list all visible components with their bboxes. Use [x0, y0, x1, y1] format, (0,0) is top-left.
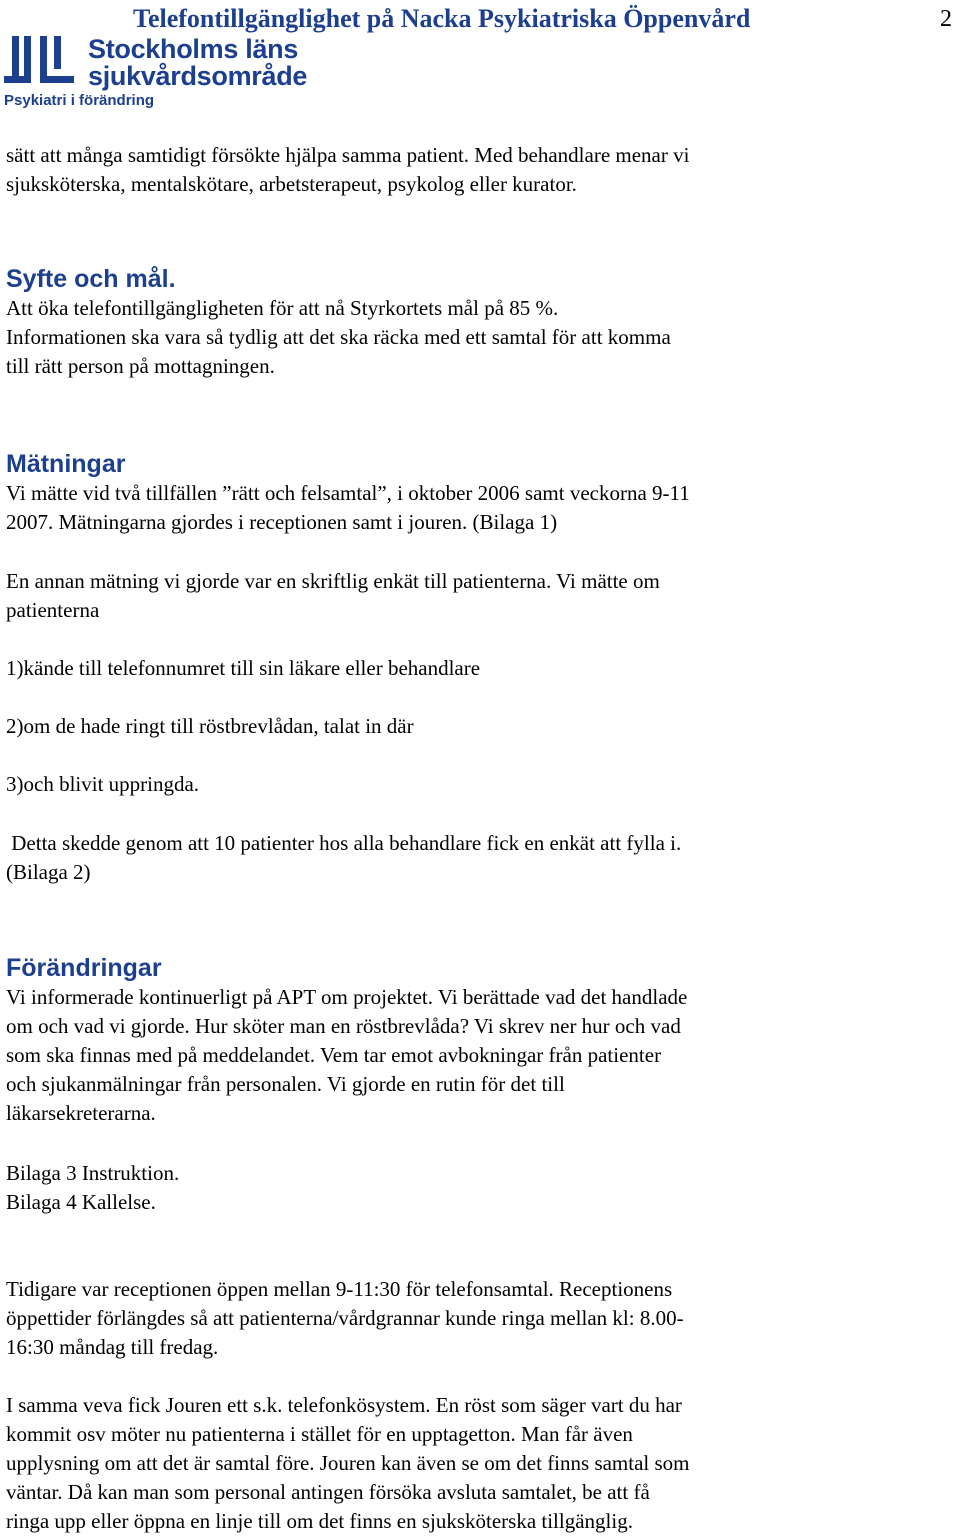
text-line: Bilaga 3 Instruktion. — [6, 1161, 180, 1185]
text-line: 16:30 måndag till fredag. — [6, 1335, 219, 1359]
matningar-paragraph-2 — [6, 567, 946, 625]
text-line: som ska finnas med på meddelandet. Vem tar emot avbokningar från patienter — [6, 1043, 662, 1067]
text-line: 1)kände till telefonnumret till sin läkare eller behandlare — [6, 656, 481, 680]
text-line: I samma veva fick Jouren ett s.k. telefonkösystem. En röst som säger vart du har — [6, 1393, 682, 1417]
bilaga-list — [6, 1159, 946, 1217]
text-line: Tidigare var receptionen öppen mellan 9-11:30 för telefonsamtal. Receptionens — [6, 1277, 673, 1301]
text-line: Vi mätte vid två tillfällen ”rätt och felsamtal”, i oktober 2006 samt veckorna 9-11 — [6, 481, 690, 505]
text-line: 2007. Mätningarna gjordes i receptionen samt i jouren. (Bilaga 1) — [6, 510, 558, 534]
organization-logo — [4, 36, 324, 114]
text-line: ringa upp eller öppna en linje till om det finns en sjuksköterska tillgänglig. — [6, 1509, 633, 1533]
text-line: läkarsekreterarna. — [6, 1101, 156, 1125]
section-heading — [6, 264, 946, 294]
text-line: 3)och blivit uppringda. — [6, 772, 200, 796]
text-line: sätt att många samtidigt försökte hjälpa samma patient. Med behandlare menar vi — [6, 143, 690, 167]
text-line: till rätt person på mottagningen. — [6, 354, 275, 378]
text-line: sjuksköterska, mentalskötare, arbetsterapeut, psykolog eller kurator. — [6, 172, 577, 196]
text-line: om och vad vi gjorde. Hur sköter man en röstbrevlåda? Vi skrev ner hur och vad — [6, 1014, 681, 1038]
logo-wordmark — [88, 36, 307, 90]
text-line: Vi informerade kontinuerligt på APT om projektet. Vi berättade vad det handlade — [6, 985, 688, 1009]
running-title: Telefontillgänglighet på Nacka Psykiatriska Öppenvård — [133, 4, 751, 33]
text-line: kommit osv möter nu patienterna i stället för en upptagetton. Man får även — [6, 1422, 633, 1446]
text-line: patienterna — [6, 598, 100, 622]
text-line: Att öka telefontillgängligheten för att nå Styrkortets mål på 85 %. — [6, 296, 559, 320]
logo-line-1: Stockholms läns — [88, 34, 299, 64]
section-heading: Mätningar — [6, 450, 126, 478]
text-line: Informationen ska vara så tydlig att det ska räcka med ett samtal för att komma — [6, 325, 671, 349]
text-line: Detta skedde genom att 10 patienter hos alla behandlare fick en enkät att fylla i. — [6, 831, 682, 855]
heading-text: Syfte och mål — [6, 265, 169, 293]
text-line: 2)om de hade ringt till röstbrevlådan, talat in där — [6, 714, 414, 738]
heading-dot: . — [168, 265, 176, 293]
forandringar-paragraph-2 — [6, 1275, 946, 1362]
intro-paragraph — [6, 141, 946, 199]
list-item — [6, 712, 946, 741]
text-line: väntar. Då kan man som personal antingen försöka avsluta samtalet, be att få — [6, 1480, 650, 1504]
text-line: och sjukanmälningar från personalen. Vi gjorde en rutin för det till — [6, 1072, 565, 1096]
text-line: En annan mätning vi gjorde var en skriftlig enkät till patienterna. Vi mätte om — [6, 569, 660, 593]
list-item — [6, 654, 946, 683]
logo-tagline: Psykiatri i förändring — [4, 92, 155, 109]
text-line: Bilaga 4 Kallelse. — [6, 1190, 156, 1214]
logo-line-2: sjukvårdsområde — [88, 61, 308, 91]
section-forandringar — [6, 953, 946, 1128]
page-number: 2 — [940, 6, 952, 32]
text-line: upplysning om att det är samtal före. Jouren kan även se om det finns samtal som — [6, 1451, 690, 1475]
forandringar-paragraph-3 — [6, 1391, 946, 1536]
sll-mark-icon — [4, 36, 84, 86]
section-heading: Förändringar — [6, 954, 162, 982]
section-syfte — [6, 264, 946, 381]
section-matningar — [6, 449, 946, 537]
text-line: öppettider förlängdes så att patienterna/vårdgrannar kunde ringa mellan kl: 8.00- — [6, 1306, 684, 1330]
matningar-paragraph-3 — [6, 829, 946, 887]
list-item — [6, 770, 946, 799]
text-line: (Bilaga 2) — [6, 860, 91, 884]
